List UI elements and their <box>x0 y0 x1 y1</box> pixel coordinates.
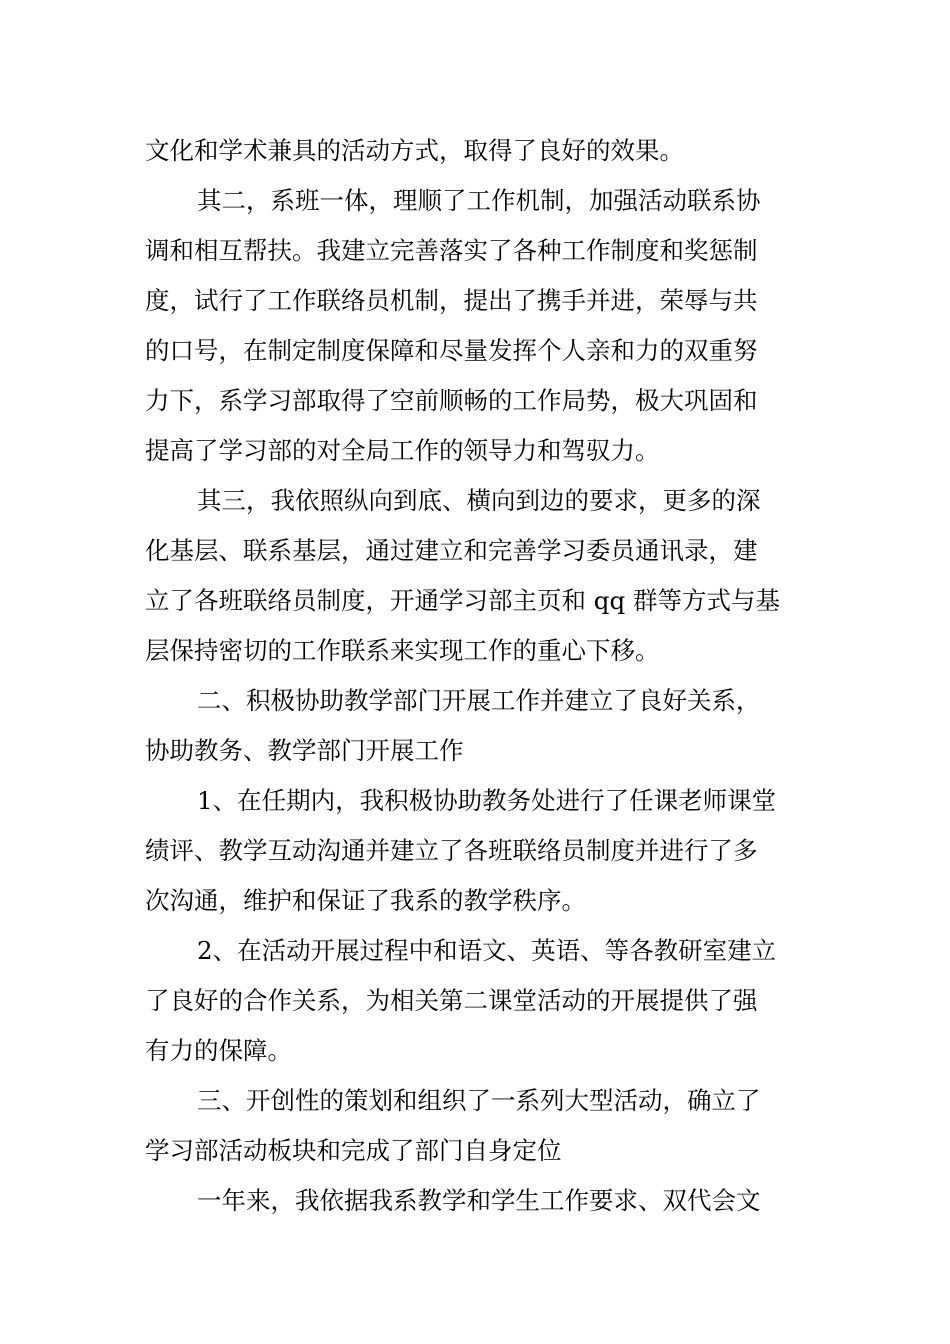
text-line: 协助教务、教学部门开展工作 <box>145 736 464 765</box>
text-line: 层保持密切的工作联系来实现工作的重心下移。 <box>145 636 660 665</box>
text-line: 学习部活动板块和完成了部门自身定位 <box>145 1136 562 1165</box>
text-line: 绩评、教学互动沟通并建立了各班联络员制度并进行了多 <box>145 836 758 865</box>
text-line: 其三，我依照纵向到底、横向到边的要求，更多的深 <box>197 486 761 515</box>
text-line: 其二，系班一体，理顺了工作机制，加强活动联系协 <box>197 186 761 215</box>
text-line: 一年来，我依据我系教学和学生工作要求、双代会文 <box>197 1186 761 1215</box>
text-line: 度，试行了工作联络员机制，提出了携手并进，荣辱与共 <box>145 286 758 315</box>
text-line: 1、在任期内，我积极协助教务处进行了任课老师课堂 <box>197 786 777 815</box>
text-line: 的口号，在制定制度保障和尽量发挥个人亲和力的双重努 <box>145 336 758 365</box>
text-line: 三、开创性的策划和组织了一系列大型活动，确立了 <box>197 1086 761 1115</box>
body-text <box>145 126 810 1226</box>
text-line: 立了各班联络员制度，开通学习部主页和 qq 群等方式与基 <box>145 586 780 615</box>
text-line: 次沟通，维护和保证了我系的教学秩序。 <box>145 886 586 915</box>
text-line: 文化和学术兼具的活动方式，取得了良好的效果。 <box>145 136 684 165</box>
text-line: 了良好的合作关系，为相关第二课堂活动的开展提供了强 <box>145 986 758 1015</box>
text-line: 2、在活动开展过程中和语文、英语、等各教研室建立 <box>197 936 777 965</box>
text-line: 二、积极协助教学部门开展工作并建立了良好关系， <box>197 686 761 715</box>
text-line: 力下，系学习部取得了空前顺畅的工作局势，极大巩固和 <box>145 386 758 415</box>
text-line: 调和相互帮扶。我建立完善落实了各种工作制度和奖惩制 <box>145 236 758 265</box>
text-line: 化基层、联系基层，通过建立和完善学习委员通讯录，建 <box>145 536 758 565</box>
text-line: 有力的保障。 <box>145 1036 292 1065</box>
text-line: 提高了学习部的对全局工作的领导力和驾驭力。 <box>145 436 660 465</box>
